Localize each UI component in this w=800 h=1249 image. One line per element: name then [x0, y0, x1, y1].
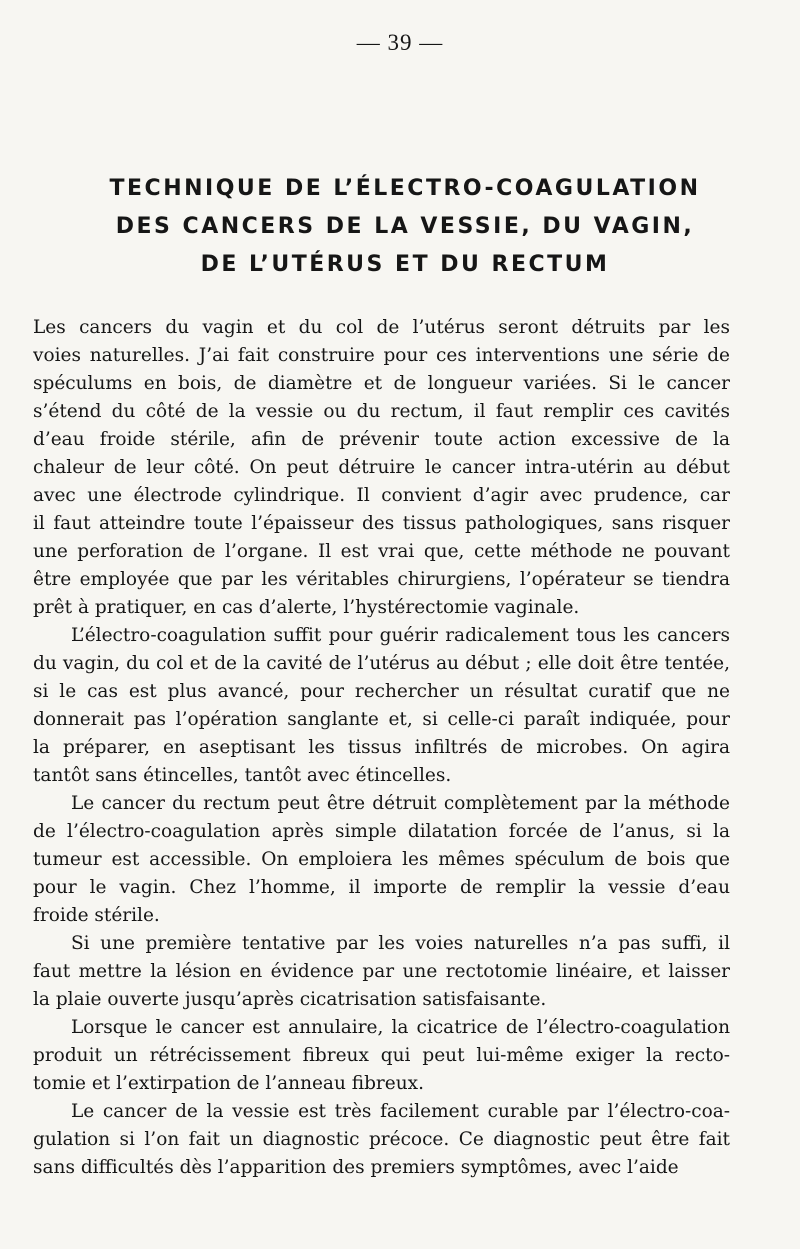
chapter-title-line: DE L’UTÉRUS ET DU RECTUM — [200, 252, 610, 277]
paragraph — [33, 1014, 730, 1098]
text-line: prêt à pratiquer, en cas d’alerte, l’hystérectomie vaginale. — [33, 597, 580, 618]
text-line: pour le vagin. Chez l’homme, il importe de remplir la vessie d’eau — [33, 877, 730, 898]
text-line: si le cas est plus avancé, pour rechercher un résultat curatif que ne — [33, 681, 730, 702]
text-line: donnerait pas l’opération sanglante et, si celle-ci paraît indiquée, pour — [33, 709, 730, 730]
text-line: voies naturelles. J’ai fait construire pour ces interventions une série de — [33, 345, 730, 366]
body-text — [33, 314, 730, 1182]
text-line: du vagin, du col et de la cavité de l’utérus au début ; elle doit être tentée, — [33, 653, 730, 674]
chapter-title-line: DES CANCERS DE LA VESSIE, DU VAGIN, — [115, 214, 695, 239]
text-line: d’eau froide stérile, afin de prévenir toute action excessive de la — [33, 429, 730, 450]
text-line: Les cancers du vagin et du col de l’utérus seront détruits par les — [33, 317, 730, 338]
text-line: tantôt sans étincelles, tantôt avec étincelles. — [33, 765, 452, 786]
text-line: L’électro-coagulation suffit pour guérir radicalement tous les cancers — [71, 625, 730, 646]
text-line: une perforation de l’organe. Il est vrai que, cette méthode ne pouvant — [33, 541, 730, 562]
text-line: avec une électrode cylindrique. Il convient d’agir avec prudence, car — [33, 485, 730, 506]
text-line: la plaie ouverte jusqu’après cicatrisation satisfaisante. — [33, 989, 547, 1010]
paragraph — [33, 1098, 730, 1182]
text-line: Si une première tentative par les voies naturelles n’a pas suffi, il — [71, 933, 730, 954]
text-line: la préparer, en aseptisant les tissus infiltrés de microbes. On agira — [33, 737, 730, 758]
text-line: être employée que par les véritables chirurgiens, l’opérateur se tiendra — [33, 569, 730, 590]
text-line: chaleur de leur côté. On peut détruire le cancer intra-utérin au début — [33, 457, 730, 478]
text-line: gulation si l’on fait un diagnostic précoce. Ce diagnostic peut être fait — [33, 1129, 730, 1150]
text-line: Le cancer de la vessie est très facilement curable par l’électro-coa- — [71, 1101, 730, 1122]
paragraph — [33, 930, 730, 1014]
text-line: Le cancer du rectum peut être détruit complètement par la méthode — [71, 793, 730, 814]
text-line: spéculums en bois, de diamètre et de longueur variées. Si le cancer — [33, 373, 730, 394]
text-line: sans difficultés dès l’apparition des premiers symptômes, avec l’aide — [33, 1157, 679, 1178]
text-line: tumeur est accessible. On emploiera les mêmes spéculum de bois que — [33, 849, 730, 870]
text-line: froide stérile. — [33, 905, 160, 926]
paragraph — [33, 622, 730, 790]
text-line: il faut atteindre toute l’épaisseur des tissus pathologiques, sans risquer — [33, 513, 730, 534]
text-line: s’étend du côté de la vessie ou du rectum, il faut remplir ces cavités — [33, 401, 730, 422]
text-line: tomie et l’extirpation de l’anneau fibreux. — [33, 1073, 424, 1094]
text-line: faut mettre la lésion en évidence par une rectotomie linéaire, et laisser — [33, 961, 730, 982]
paragraph — [33, 314, 730, 622]
chapter-title-line: TECHNIQUE DE L’ÉLECTRO-COAGULATION — [109, 176, 701, 201]
page-number: — 39 — — [356, 30, 444, 55]
text-line: de l’électro-coagulation après simple dilatation forcée de l’anus, si la — [33, 821, 730, 842]
chapter-title — [60, 170, 750, 284]
text-line: Lorsque le cancer est annulaire, la cicatrice de l’électro-coagulation — [71, 1017, 730, 1038]
paragraph — [33, 790, 730, 930]
text-line: produit un rétrécissement fibreux qui peut lui-même exiger la recto- — [33, 1045, 730, 1066]
